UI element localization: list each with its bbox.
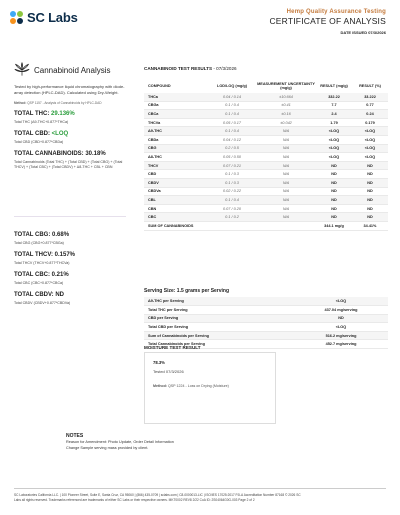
results-date: - 07/3/2026 — [213, 66, 237, 71]
moisture-method-text: QSP 1224 - Loss on Drying (Moisture) — [167, 384, 229, 388]
uncertainty-cell: N/A — [256, 187, 316, 196]
result-mg-cell: ND — [316, 187, 352, 196]
sum-cell: SUM OF CANNABINOIDS — [144, 222, 208, 231]
result-pct-cell: <LOQ — [352, 136, 388, 145]
result-mg-cell: <LOQ — [316, 136, 352, 145]
serving-label: Total THC per Serving — [144, 306, 294, 315]
serving-value: 516.2 mg/serving — [294, 331, 388, 340]
moisture-method-label: Method: — [153, 384, 167, 388]
moisture-title: MOISTURE TEST RESULT — [144, 345, 201, 350]
cannabinoid-analysis-heading — [14, 62, 126, 78]
method-text: QSP 1157 - Analysis of Cannabinoids by HPLC-DAD — [27, 101, 102, 105]
lod-loq-cell: 0.05 / 0.17 — [208, 118, 256, 127]
sc-labs-logo-icon — [10, 11, 24, 25]
serving-row — [144, 306, 388, 315]
uncertainty-cell: N/A — [256, 213, 316, 222]
analysis-description: Tested by high-performance liquid chromatography with diode-array detection (HPLC-DAD). Calculated using Dry-Weight. — [14, 84, 125, 95]
uncertainty-cell: N/A — [256, 136, 316, 145]
total-formula: Total THCV (THCV+0.877*THCVa) — [14, 261, 70, 265]
table-row — [144, 213, 388, 222]
lod-loq-cell: 0.04 / 0.14 — [208, 93, 256, 102]
total-formula: Total THC (Δ9-THC+0.877*THCa) — [14, 120, 69, 124]
serving-label: Δ9-THC per Serving — [144, 297, 294, 306]
lod-loq-cell: 0.1 / 0.3 — [208, 179, 256, 188]
total-formula: Total CBD (CBD+0.877*CBDa) — [14, 140, 64, 144]
lod-loq-cell: 0.2 / 0.5 — [208, 144, 256, 153]
compound-cell: CBD — [144, 170, 208, 179]
result-mg-cell: <LOQ — [316, 127, 352, 136]
col-result-mg: RESULT (mg/g) — [320, 83, 348, 88]
date-issued: DATE ISSUED 07/3/2026 — [340, 30, 386, 35]
result-pct-cell: <LOQ — [352, 127, 388, 136]
total-cbdv — [14, 292, 126, 306]
lod-loq-cell: 0.05 / 0.50 — [208, 153, 256, 162]
compound-cell: CBC — [144, 213, 208, 222]
compound-cell: THCVa — [144, 118, 208, 127]
lod-loq-cell: 0.1 / 0.2 — [208, 213, 256, 222]
result-mg-cell: ND — [316, 213, 352, 222]
analysis-method — [14, 101, 126, 105]
total-formula: Total CBDV (CBDV+0.877*CBDVa) — [14, 301, 71, 305]
result-mg-cell: ND — [316, 170, 352, 179]
serving-value: <LOQ — [294, 297, 388, 306]
total-label: TOTAL THCV: — [14, 252, 53, 258]
table-row — [144, 118, 388, 127]
lod-loq-cell: 0.1 / 0.4 — [208, 110, 256, 119]
uncertainty-cell: N/A — [256, 170, 316, 179]
moisture-result-box — [144, 352, 276, 424]
result-pct-cell: 33.222 — [352, 93, 388, 102]
compound-cell: CBCa — [144, 110, 208, 119]
compound-cell: THCV — [144, 161, 208, 170]
uncertainty-cell: N/A — [256, 144, 316, 153]
brand-name: SC Labs — [27, 10, 78, 25]
report-header — [269, 9, 386, 35]
results-title-text: CANNABINOID TEST RESULTS — [144, 66, 213, 71]
result-mg-cell: <LOQ — [316, 153, 352, 162]
notes-line: Change Sample serving mass provided by client. — [66, 445, 149, 450]
result-pct-cell: ND — [352, 170, 388, 179]
uncertainty-cell: N/A — [256, 161, 316, 170]
result-mg-cell: <LOQ — [316, 144, 352, 153]
total-label: TOTAL CBDV: — [14, 292, 54, 298]
footer-line: Labs all rights reserved. Trademarks referenced are trademarks of either SC Labs or their respective owners. MKT0002 REV8 2/22 CoA ID: 2S04064G0G-003 Page 2 of 2 — [14, 498, 255, 502]
col-compound: COMPOUND — [148, 83, 171, 88]
serving-value: <LOQ — [294, 323, 388, 332]
sum-cell: 344.1 mg/g — [316, 222, 352, 231]
moisture-method — [153, 384, 267, 389]
compound-cell: CBG — [144, 144, 208, 153]
uncertainty-cell: ±0.16 — [256, 110, 316, 119]
serving-value: ND — [294, 314, 388, 323]
total-value: 30.18% — [85, 151, 106, 157]
lod-loq-cell: 0.04 / 0.12 — [208, 136, 256, 145]
uncertainty-cell: ±0.41 — [256, 101, 316, 110]
table-row — [144, 204, 388, 213]
result-pct-cell: ND — [352, 179, 388, 188]
serving-value: 437.04 mg/serving — [294, 306, 388, 315]
result-mg-cell: ND — [316, 196, 352, 205]
total-cbd — [14, 131, 126, 145]
table-row — [144, 136, 388, 145]
table-row — [144, 170, 388, 179]
compound-cell: CBL — [144, 196, 208, 205]
compound-cell: CBDa — [144, 136, 208, 145]
result-mg-cell: 2.4 — [316, 110, 352, 119]
cannabinoid-analysis-title: Cannabinoid Analysis — [34, 65, 111, 75]
brand-logo — [10, 10, 78, 25]
result-mg-cell: ND — [316, 161, 352, 170]
page-footer — [14, 488, 386, 503]
sum-cell — [208, 222, 256, 231]
result-pct-cell: 0.77 — [352, 101, 388, 110]
table-row — [144, 196, 388, 205]
secondary-totals-panel — [14, 226, 126, 306]
result-mg-cell: 332.22 — [316, 93, 352, 102]
report-subtitle: Hemp Quality Assurance Testing — [286, 9, 386, 15]
lod-loq-cell: 0.1 / 0.3 — [208, 170, 256, 179]
serving-row — [144, 314, 388, 323]
total-value: 0.157% — [54, 252, 76, 258]
compound-cell: CBDVa — [144, 187, 208, 196]
result-pct-cell: ND — [352, 196, 388, 205]
total-label: TOTAL CANNABINOIDS: — [14, 151, 84, 157]
total-value: 29.136% — [51, 111, 75, 117]
uncertainty-cell: N/A — [256, 153, 316, 162]
footer-line: SC Laboratories California LLC. | 100 Pioneer Street, Suite E, Santa Cruz, CA 95060 | (866) 435-0709 | sclabs.com | C8-0000013-LIC | ISO/IES 17025:2017 PJLA Accreditation Number 87168 © 2026 SC — [14, 493, 301, 497]
lod-loq-cell: 0.07 / 0.21 — [208, 161, 256, 170]
total-value: 0.68% — [52, 232, 70, 238]
lod-loq-cell: 0.1 / 0.4 — [208, 196, 256, 205]
cannabinoid-analysis-panel — [14, 62, 126, 170]
notes-section — [66, 433, 366, 451]
compound-cell: THCa — [144, 93, 208, 102]
notes-title: NOTES — [66, 433, 84, 439]
result-mg-cell: ND — [316, 204, 352, 213]
lod-loq-cell: 0.1 / 0.4 — [208, 101, 256, 110]
sum-cell: 34.41% — [352, 222, 388, 231]
result-pct-cell: 0.179 — [352, 118, 388, 127]
result-pct-cell: ND — [352, 187, 388, 196]
serving-row — [144, 297, 388, 306]
result-pct-cell: ND — [352, 213, 388, 222]
lod-loq-cell: 0.1 / 0.4 — [208, 127, 256, 136]
table-row — [144, 127, 388, 136]
lod-loq-cell: 0.02 / 0.22 — [208, 187, 256, 196]
result-pct-cell: <LOQ — [352, 153, 388, 162]
lod-loq-cell: 0.07 / 0.20 — [208, 204, 256, 213]
table-row — [144, 101, 388, 110]
uncertainty-cell: N/A — [256, 179, 316, 188]
serving-label: Sum of Cannabinoids per Serving — [144, 331, 294, 340]
results-title — [144, 66, 237, 71]
moisture-tested-date: Tested 07/3/2026 — [153, 369, 184, 374]
total-formula: Total CBG (CBG+0.877*CBGa) — [14, 241, 64, 245]
table-row — [144, 179, 388, 188]
total-thc — [14, 111, 126, 125]
total-value: 0.21% — [51, 272, 69, 278]
serving-label: Total CBD per Serving — [144, 323, 294, 332]
cannabis-leaf-icon — [14, 62, 30, 78]
total-value: ND — [55, 292, 65, 298]
table-row — [144, 93, 388, 102]
table-row — [144, 187, 388, 196]
uncertainty-cell: ±10.664 — [256, 93, 316, 102]
total-label: TOTAL CBG: — [14, 232, 51, 238]
uncertainty-cell: N/A — [256, 204, 316, 213]
compound-cell: CBGa — [144, 101, 208, 110]
table-header-row — [144, 80, 388, 93]
moisture-value: 78.3% — [153, 360, 165, 365]
table-row — [144, 110, 388, 119]
report-title: CERTIFICATE OF ANALYSIS — [269, 16, 386, 26]
result-mg-cell: 1.79 — [316, 118, 352, 127]
result-pct-cell: ND — [352, 161, 388, 170]
uncertainty-cell: ±0.042 — [256, 118, 316, 127]
total-label: TOTAL CBD: — [14, 131, 50, 137]
sum-row — [144, 222, 388, 231]
total-formula: Total CBC (CBC+0.877*CBCa) — [14, 281, 64, 285]
total-value: <LOQ — [51, 131, 69, 137]
compound-cell: CBN — [144, 204, 208, 213]
compound-cell: Δ9-THC — [144, 127, 208, 136]
serving-size-title: Serving Size: 1.5 grams per Serving — [144, 288, 230, 294]
uncertainty-cell: N/A — [256, 196, 316, 205]
col-result-pct: RESULT (%) — [359, 83, 381, 88]
serving-table — [144, 297, 388, 349]
result-pct-cell: ND — [352, 204, 388, 213]
cannabinoid-results-table — [144, 80, 388, 231]
serving-label: Total Cannabinoids per Serving — [144, 340, 294, 349]
total-cbg — [14, 232, 126, 246]
table-row — [144, 144, 388, 153]
total-label: TOTAL CBC: — [14, 272, 50, 278]
uncertainty-cell: N/A — [256, 127, 316, 136]
compound-cell: CBDV — [144, 179, 208, 188]
result-pct-cell: 0.24 — [352, 110, 388, 119]
serving-row — [144, 323, 388, 332]
result-pct-cell: <LOQ — [352, 144, 388, 153]
compound-cell: Δ8-THC — [144, 153, 208, 162]
total-formula: Total Cannabinoids (Total THC) + (Total CBD) + (Total CBG) + (Total THCV) + (Total CBC) + (Total CBDV) + Δ8-THC + CBL + CBN — [14, 160, 123, 169]
total-thcv — [14, 252, 126, 266]
serving-label: CBD per Serving — [144, 314, 294, 323]
total-label: TOTAL THC: — [14, 111, 50, 117]
total-cbc — [14, 272, 126, 286]
method-label: Method: — [14, 101, 27, 105]
serving-value: 452.7 mg/serving — [294, 340, 388, 349]
col-lod-loq: LOD/LOQ (mg/g) — [217, 83, 247, 88]
notes-line: Reason for Amendment: Photo Update, Order Detail Information — [66, 440, 174, 444]
serving-row — [144, 331, 388, 340]
result-mg-cell: ND — [316, 179, 352, 188]
result-mg-cell: 7.7 — [316, 101, 352, 110]
table-row — [144, 153, 388, 162]
section-divider — [14, 216, 126, 217]
table-row — [144, 161, 388, 170]
sum-cell — [256, 222, 316, 231]
col-uncertainty: MEASUREMENT UNCERTAINTY (mg/g) — [257, 81, 315, 90]
total-cannabinoids — [14, 151, 126, 170]
